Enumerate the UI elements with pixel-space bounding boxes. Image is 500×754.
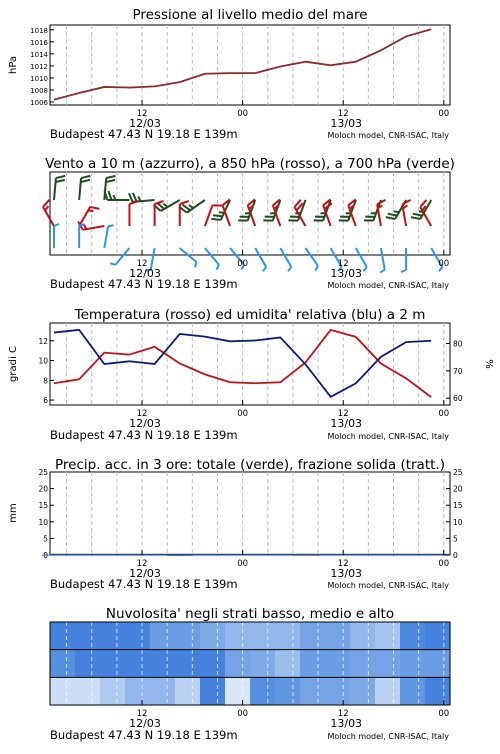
wind-barb-feather <box>420 200 426 207</box>
date-label: 12/03 <box>129 417 161 430</box>
y-tick-label: 20 <box>38 485 48 494</box>
x-tick-label: 00 <box>438 259 449 269</box>
wind-barb-feather <box>106 180 115 182</box>
wind-barb-feather <box>129 193 133 202</box>
precipitation-plot-frame <box>50 472 450 555</box>
y-tick-label: 70 <box>453 367 463 376</box>
cloud-cell-alto <box>350 622 376 650</box>
date-label: 12/03 <box>129 717 161 730</box>
wind-barb-850-hpa <box>377 200 385 226</box>
credit-label-2: Moloch model, CNR-ISAC, Italy <box>327 281 449 290</box>
y-tick-label: 1016 <box>30 39 48 47</box>
wind-barb-staff <box>205 248 219 265</box>
wind-barb-half-feather <box>88 210 93 211</box>
wind-barb-feather <box>81 180 90 182</box>
y-tick-label: 12 <box>38 337 48 346</box>
wind-barb-staff <box>356 248 367 267</box>
pressure-y-axis-label: hPa <box>8 56 19 74</box>
x-tick-label: 12 <box>137 709 148 719</box>
wind-barb-half-feather <box>288 267 291 271</box>
wind-barb-10-m <box>205 248 219 270</box>
wind-barb-700-hpa <box>154 200 180 211</box>
y-tick-label: 25 <box>453 468 463 477</box>
humidity-y-ticks <box>446 340 463 404</box>
location-label-4: Budapest 47.43 N 19.18 E 139m <box>50 577 238 591</box>
pressure-gridlines <box>67 25 444 105</box>
wind-barb-850-hpa <box>79 207 99 226</box>
wind-barb-feather <box>106 176 115 178</box>
cloud-cell-basso <box>200 677 226 705</box>
cloud-cell-alto <box>400 622 426 650</box>
x-tick-label: 12 <box>137 259 148 269</box>
cloud-cell-basso <box>375 677 401 705</box>
cloud-cell-basso <box>225 677 251 705</box>
temperature-y-ticks <box>38 337 54 405</box>
x-tick-label: 00 <box>237 559 248 569</box>
y-tick-label: 0 <box>43 551 48 560</box>
wind-barb-feather <box>211 219 220 220</box>
x-tick-label: 00 <box>438 409 449 419</box>
y-tick-label: 60 <box>453 394 463 403</box>
wind-barb-feather <box>155 201 164 204</box>
wind-barb-feather <box>413 214 422 216</box>
date-label: 13/03 <box>330 717 362 730</box>
cloud-cell-alto <box>425 622 451 650</box>
date-label: 12/03 <box>129 567 161 580</box>
cloud-cell-medio <box>175 650 201 678</box>
x-tick-label: 12 <box>137 409 148 419</box>
cloud-cell-medio <box>50 650 76 678</box>
wind-barb-10-m <box>255 248 266 271</box>
y-tick-label: 1014 <box>30 51 48 59</box>
wind-barb-10-m <box>104 225 113 248</box>
temperature-y-axis-label: gradi C <box>8 346 19 382</box>
y-tick-label: 0 <box>453 551 458 560</box>
wind-barb-half-feather <box>45 206 48 210</box>
wind-barb-half-feather <box>195 262 197 267</box>
wind-barb-staff <box>255 248 266 267</box>
cloud-cell-alto <box>225 622 251 650</box>
y-tick-label: 1012 <box>30 63 48 71</box>
cloud-cell-medio <box>150 650 176 678</box>
wind-barb-staff <box>280 248 291 267</box>
location-label-1: Budapest 47.43 N 19.18 E 139m <box>50 127 238 141</box>
wind-barb-feather <box>81 176 90 178</box>
x-tick-label: 12 <box>338 559 349 569</box>
wind-barb-feather <box>56 180 65 182</box>
wind-barb-10-m <box>401 248 406 272</box>
cloud-cell-medio <box>275 650 301 678</box>
wind-barb-feather <box>180 201 189 204</box>
credit-label-4: Moloch model, CNR-ISAC, Italy <box>327 581 449 590</box>
wind-barb-feather <box>213 215 222 216</box>
y-tick-label: 5 <box>453 534 458 543</box>
y-tick-label: 10 <box>453 518 463 527</box>
humidity-y-axis-label: % <box>483 359 494 369</box>
cloud-cell-medio <box>200 650 226 678</box>
wind-barb-half-feather <box>54 224 59 226</box>
precipitation-y-axis-label: mm <box>8 503 19 522</box>
y-tick-label: 20 <box>453 485 463 494</box>
y-tick-label: 80 <box>453 340 463 349</box>
pressure-title: Pressione al livello medio del mare <box>132 7 367 23</box>
wind-barb-staff <box>305 248 318 266</box>
pressure-plot-frame <box>50 25 450 105</box>
wind-barb-half-feather <box>163 204 167 207</box>
wind-barb-staff <box>205 205 213 226</box>
wind-barb-10-m <box>54 224 59 248</box>
wind-barb-feather <box>43 200 49 207</box>
cloud-cell-alto <box>125 622 151 650</box>
cloud-cell-medio <box>375 650 401 678</box>
date-label: 13/03 <box>330 267 362 280</box>
cloud-cell-medio <box>225 650 251 678</box>
wind-barb-850-hpa <box>129 201 138 226</box>
temperature-panel <box>8 307 494 430</box>
location-label-2: Budapest 47.43 N 19.18 E 139m <box>50 277 238 291</box>
wind-barb-850-hpa <box>43 200 54 226</box>
cloud-cell-alto <box>275 622 301 650</box>
wind-barb-half-feather <box>263 267 266 271</box>
wind-barb-feather <box>56 176 65 178</box>
cloud-cell-medio <box>100 650 126 678</box>
y-tick-label: 15 <box>38 501 48 510</box>
y-tick-label: 1018 <box>30 27 48 35</box>
cloud-cell-medio <box>350 650 376 678</box>
wind-barb-10-m <box>305 248 318 271</box>
wind-barb-half-feather <box>401 270 406 272</box>
cloud-panel <box>50 606 451 730</box>
cloud-cell-medio <box>425 650 451 678</box>
cloud-cell-alto <box>175 622 201 650</box>
x-tick-label: 12 <box>338 259 349 269</box>
cloud-cell-medio <box>300 650 326 678</box>
date-label: 12/03 <box>129 267 161 280</box>
x-tick-label: 00 <box>237 409 248 419</box>
x-tick-label: 00 <box>438 709 449 719</box>
wind-barb-half-feather <box>216 265 219 270</box>
wind-barb-half-feather <box>189 205 194 208</box>
cloud-cell-alto <box>375 622 401 650</box>
cloud-cell-alto <box>150 622 176 650</box>
y-tick-label: 15 <box>453 501 463 510</box>
x-tick-label: 00 <box>438 109 449 119</box>
date-label: 13/03 <box>330 417 362 430</box>
y-tick-label: 25 <box>38 468 48 477</box>
temperature-gridlines <box>67 323 444 405</box>
x-tick-label: 00 <box>237 259 248 269</box>
precipitation-panel <box>8 457 463 580</box>
precipitation-y-ticks-right <box>446 468 463 560</box>
cloud-cells <box>50 622 451 705</box>
cloud-cell-medio <box>400 650 426 678</box>
cloud-cell-basso <box>100 677 126 705</box>
x-tick-label: 00 <box>438 559 449 569</box>
cloud-cell-basso <box>150 677 176 705</box>
y-tick-label: 1010 <box>30 75 48 83</box>
location-label-5: Budapest 47.43 N 19.18 E 139m <box>50 728 238 742</box>
wind-title: Vento a 10 m (azzurro), a 850 hPa (rosso), a 700 hPa (verde) <box>45 156 455 172</box>
precipitation-bars <box>42 554 449 556</box>
credit-label-1: Moloch model, CNR-ISAC, Italy <box>327 131 449 140</box>
location-label-3: Budapest 47.43 N 19.18 E 139m <box>50 428 238 442</box>
wind-barb-half-feather <box>84 225 87 230</box>
cloud-title: Nuvolosita' negli strati basso, medio e alto <box>106 606 394 622</box>
cloud-cell-alto <box>50 622 76 650</box>
cloud-cell-basso <box>50 677 76 705</box>
y-tick-label: 10 <box>38 357 48 366</box>
cloud-cell-basso <box>425 677 451 705</box>
wind-barb-half-feather <box>315 266 318 271</box>
wind-barb-10-m <box>280 248 291 271</box>
wind-barb-10-m <box>110 248 129 265</box>
y-tick-label: 5 <box>43 534 48 543</box>
wind-gridlines <box>67 172 444 255</box>
wind-barb-half-feather <box>363 267 366 271</box>
y-tick-label: 8 <box>43 376 48 385</box>
wind-barb-feather <box>133 193 137 202</box>
cloud-cell-alto <box>250 622 276 650</box>
precipitation-y-ticks <box>38 468 54 560</box>
wind-barb-700-hpa <box>79 176 90 200</box>
wind-barb-10-m <box>180 248 197 267</box>
x-tick-label: 12 <box>338 709 349 719</box>
x-tick-label: 12 <box>137 559 148 569</box>
cloud-cell-basso <box>250 677 276 705</box>
wind-barb-staff <box>104 226 108 248</box>
precipitation-bar <box>168 555 192 556</box>
wind-barb-half-feather <box>394 211 399 212</box>
y-tick-label: 1006 <box>30 99 48 107</box>
wind-barb-850-hpa <box>402 200 410 226</box>
cloud-cell-basso <box>350 677 376 705</box>
cloud-cell-medio <box>250 650 276 678</box>
x-tick-label: 00 <box>237 709 248 719</box>
cloud-cell-alto <box>325 622 351 650</box>
cloud-cell-alto <box>75 622 101 650</box>
date-label: 13/03 <box>330 117 362 130</box>
pressure-panel <box>8 7 450 130</box>
precipitation-gridlines <box>67 472 444 555</box>
cloud-cell-medio <box>75 650 101 678</box>
cloud-cell-basso <box>125 677 151 705</box>
y-tick-label: 1008 <box>30 87 48 95</box>
x-tick-label: 12 <box>137 109 148 119</box>
date-label: 13/03 <box>330 567 362 580</box>
cloud-cell-medio <box>325 650 351 678</box>
cloud-cell-alto <box>100 622 126 650</box>
wind-barb-feather <box>129 201 138 204</box>
y-tick-label: 10 <box>38 518 48 527</box>
temperature-title: Temperatura (rosso) ed umidita' relativa (blu) a 2 m <box>74 307 426 323</box>
wind-barb-10-m <box>380 248 385 273</box>
wind-barb-half-feather <box>380 270 385 273</box>
cloud-cell-basso <box>75 677 101 705</box>
wind-barb-staff <box>381 248 385 270</box>
cloud-cell-medio <box>125 650 151 678</box>
x-tick-label: 12 <box>338 409 349 419</box>
credit-label-3: Moloch model, CNR-ISAC, Italy <box>327 432 449 441</box>
cloud-cell-alto <box>300 622 326 650</box>
wind-barb-half-feather <box>110 263 115 265</box>
wind-barb-half-feather <box>108 225 113 226</box>
wind-barb-staff <box>115 248 129 265</box>
wind-barb-700-hpa <box>54 176 65 200</box>
wind-panel <box>43 156 455 280</box>
cloud-cell-alto <box>200 622 226 650</box>
cloud-cell-basso <box>300 677 326 705</box>
x-tick-label: 00 <box>237 109 248 119</box>
wind-barb-feather <box>388 214 397 216</box>
y-tick-label: 6 <box>43 396 48 405</box>
wind-barb-feather <box>108 191 111 200</box>
cloud-cell-basso <box>400 677 426 705</box>
cloud-cell-basso <box>275 677 301 705</box>
date-label: 12/03 <box>129 117 161 130</box>
cloud-cell-basso <box>325 677 351 705</box>
cloud-cell-basso <box>175 677 201 705</box>
x-tick-label: 12 <box>338 109 349 119</box>
credit-label-5: Moloch model, CNR-ISAC, Italy <box>327 732 449 741</box>
precipitation-title: Precip. acc. in 3 ore: totale (verde), frazione solida (tratt.) <box>55 457 445 473</box>
